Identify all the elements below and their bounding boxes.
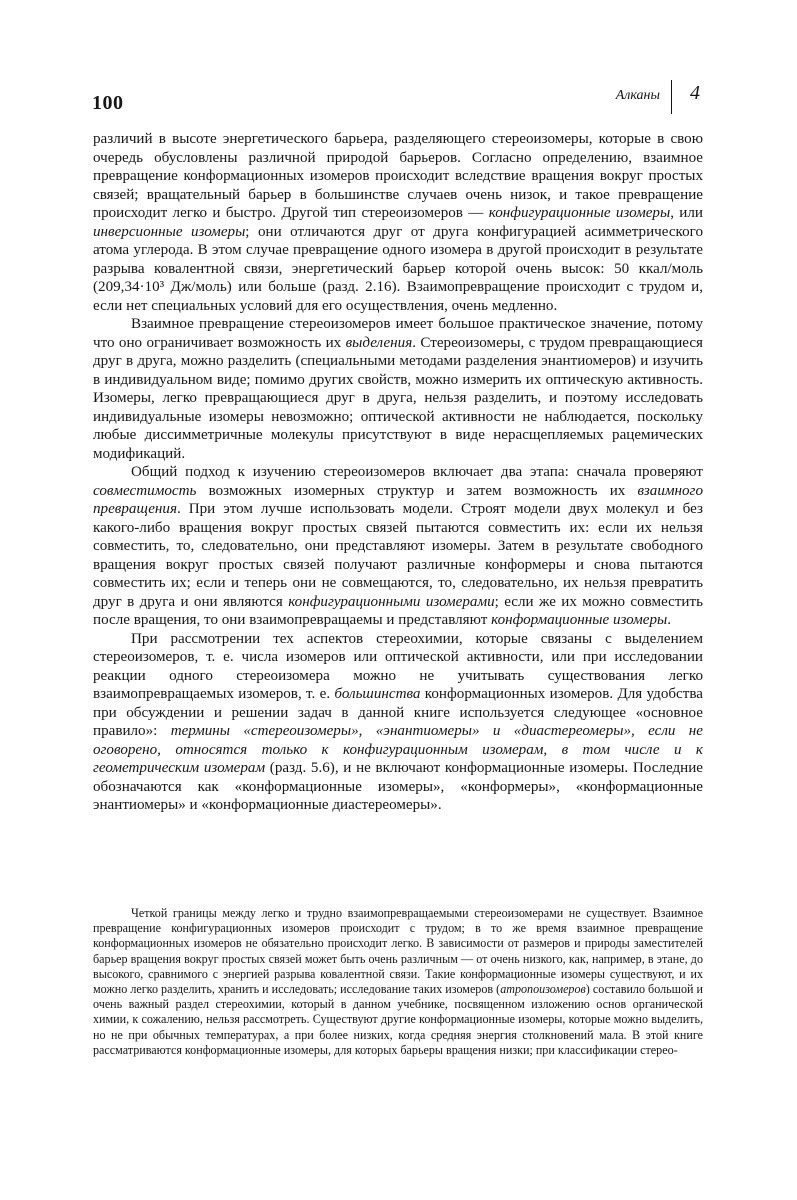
- emphasized-term: взаимного превращения: [93, 482, 703, 517]
- text-run: Общий подход к изучению стереоизомеров включает два этапа: сначала проверяют: [131, 464, 703, 480]
- emphasized-term: конфигурационные изомеры: [488, 205, 671, 221]
- text-run: различий в высоте энергетического барьера, разделяющего стереоизомеры, которые в свою очередь обусловлены различной природой барьеров. Согласно определению, взаимное превращение конформационных изомеров происходит вследствие вращения вокруг простых связей; вращательный барьер в большинстве случаев очень низок, и такое превращение происходит легко и быстро. Другой тип стереоизомеров —: [93, 131, 703, 221]
- text-run: ) составило большой и очень важный раздел стереохимии, который в данном учебнике, посвященном изложению основ органической химии, к сожалению, нельзя рассмотреть. Существуют другие конформационные изомеры, которые можно выделить, но не при обычных температурах, а при более низких, когда средняя энергия столкновений мала. В этой книге рассматриваются конформационные изомеры, для которых барьеры вращения низки; при классификации стерео-: [93, 982, 703, 1057]
- footnote: [93, 906, 703, 1058]
- text-run: конформационных изомеров. Для удобства при обсуждении и решении задач в данной книге используется следующее «основное правило»:: [93, 686, 703, 739]
- page-number: 100: [92, 92, 124, 114]
- text-run: возможных изомерных структур и затем возможность их: [196, 482, 638, 499]
- emphasized-term: термины «стереоизомеры», «энантиомеры» и «диастереомеры», если не оговорено, относятся только к конфигурационным изомерам, в том числе и к геометрическим изомерам: [93, 723, 703, 776]
- main-text: [93, 130, 703, 815]
- text-run: Четкой границы между легко и трудно взаимопревращаемыми стереоизомерами не существует. Взаимное превращение конфигурационных изомеров происходит с трудом; в то же время взаимное превращение конформационных изомеров не обязательно происходит легко. В зависимости от размеров и природы заместителей барьер вращения вокруг простых связей может быть очень различным — от очень низкого, как, например, в этане, до высокого, сравнимого с энергией разрыва ковалентной связи. Такие конформационные изомеры существуют, и их можно легко разделить, хранить и исследовать; исследование таких изомеров (: [93, 906, 703, 997]
- emphasized-term: конформационные изомеры: [491, 612, 668, 628]
- paragraph: [93, 630, 703, 815]
- paragraph: [93, 315, 703, 463]
- text-run: При рассмотрении тех аспектов стереохимии, которые связаны с выделением стереоизомеров, т. е. числа изомеров или оптической активности, или при исследовании реакции одного стереоизомера можно не учитывать существования легко взаимопревращаемых изомеров, т. е.: [93, 630, 703, 702]
- paragraph: [93, 130, 703, 315]
- text-run: ; они отличаются друг от друга конфигурацией асимметрического атома углерода. В этом случае превращение одного изомера в другой происходит в результате разрыва ковалентной связи, энергетический барьер которой очень высок: 50 ккал/моль (209,34·10³ Дж/моль) или больше (разд. 2.16). Взаимопревращение происходит с трудом и, если нет специальных условий для его осуществления, очень медленно.: [93, 223, 703, 314]
- text-run: , или: [670, 205, 703, 221]
- text-run: . При этом лучше использовать модели. Строят модели двух молекул и без какого-либо вращения вокруг простых связей пытаются совместить их: если их нельзя совместить, то, следовательно, они представляют изомеры. Затем в результате свободного вращения вокруг простых связей получают различные конформеры и снова пытаются совместить их; если и теперь они не совмещаются, то, следовательно, их нельзя превратить друг в друга и они являются: [93, 501, 703, 610]
- emphasized-term: выделения: [345, 334, 413, 351]
- text-run: (разд. 5.6), и не включают конформационные изомеры. Последние обозначаются как «конформационные изомеры», «конформеры», «конформационные энантиомеры» и «конформационные диастереомеры».: [93, 760, 703, 813]
- text-run: .: [667, 612, 672, 628]
- emphasized-term: конфигурационными изомерами: [288, 593, 495, 610]
- running-title: Алканы: [615, 88, 660, 103]
- page-header: [92, 80, 704, 120]
- emphasized-term: большинства: [334, 686, 421, 702]
- emphasized-term: инверсионные изомеры: [93, 223, 246, 240]
- text-run: ; если же их можно совместить после вращения, то они взаимопревращаемы и представляют: [93, 593, 703, 628]
- chapter-number: 4: [690, 82, 700, 104]
- paragraph: [93, 463, 703, 630]
- header-divider: [671, 80, 672, 114]
- emphasized-term: атропоизомеров: [500, 982, 586, 997]
- emphasized-term: совместимость: [93, 482, 197, 499]
- text-run: Взаимное превращение стереоизомеров имеет большое практическое значение, потому что оно ограничивает возможность их: [93, 316, 703, 351]
- text-run: . Стереоизомеры, с трудом превращающиеся друг в друга, можно разделить (специальными методами разделения энантиомеров) и изучить в индивидуальном виде; помимо других свойств, можно измерить их оптическую активность. Изомеры, легко превращающиеся друг в друга, нельзя разделить, и поэтому исследовать индивидуальные изомеры невозможно; оптической активности не наблюдается, поскольку любые диссимметричные молекулы присутствуют в виде нерасщепляемых рацемических модификаций.: [93, 334, 704, 462]
- footnote-paragraph: [93, 906, 703, 1058]
